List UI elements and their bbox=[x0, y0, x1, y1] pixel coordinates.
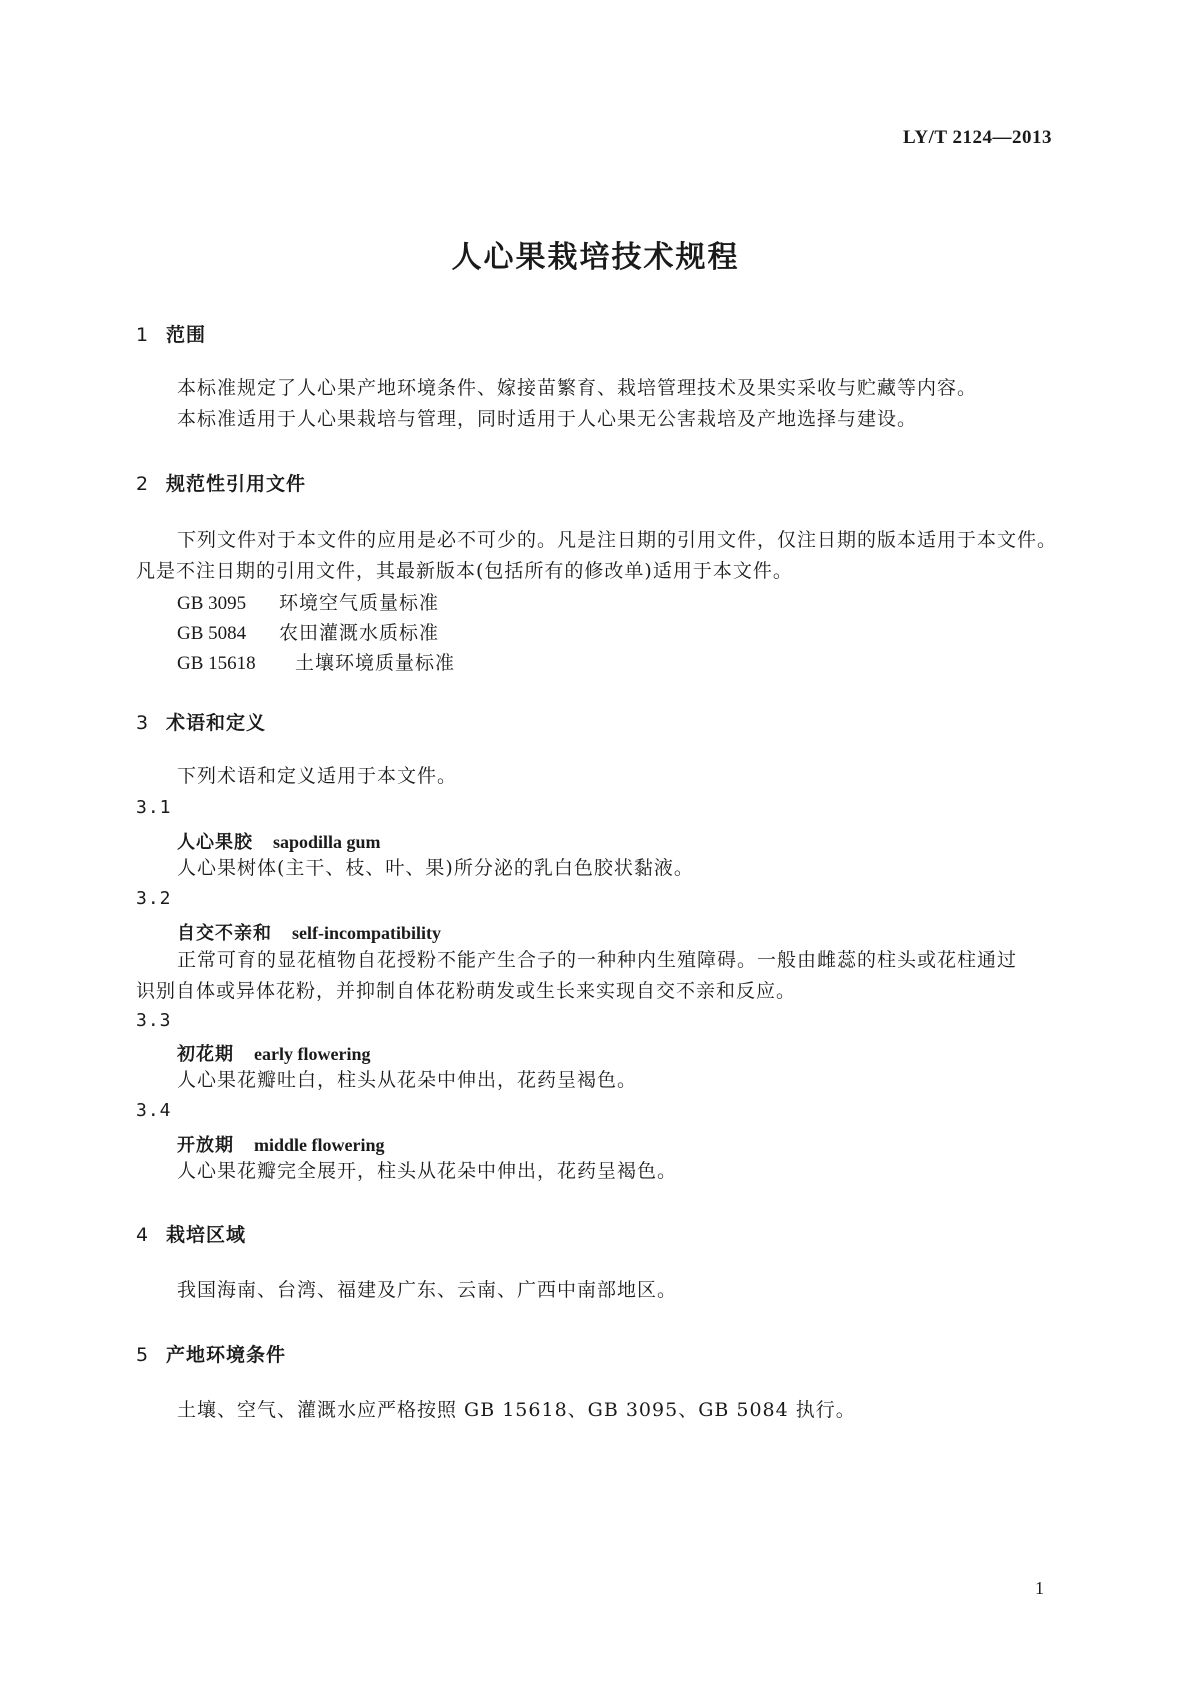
term-entry bbox=[177, 1131, 385, 1157]
term-definition: 人心果花瓣完全展开，柱头从花朵中伸出，花药呈褐色。 bbox=[177, 1160, 678, 1182]
clause-number: 3.2 bbox=[136, 888, 172, 909]
term-english: self-incompatibility bbox=[292, 923, 441, 943]
term-english: middle flowering bbox=[254, 1135, 385, 1155]
reference-item bbox=[177, 648, 455, 675]
section-2-heading bbox=[136, 469, 306, 496]
term-chinese: 自交不亲和 bbox=[177, 923, 272, 944]
document-title: 人心果栽培技术规程 bbox=[451, 240, 740, 275]
reference-code: GB 3095 bbox=[177, 593, 247, 614]
clause-number: 3.4 bbox=[136, 1100, 172, 1121]
reference-name: 土壤环境质量标准 bbox=[295, 652, 456, 674]
paragraph: 下列文件对于本文件的应用是必不可少的。凡是注日期的引用文件，仅注日期的版本适用于本文件。 bbox=[177, 529, 1058, 551]
paragraph: 下列术语和定义适用于本文件。 bbox=[177, 765, 458, 787]
term-chinese: 初花期 bbox=[177, 1044, 234, 1065]
paragraph: 我国海南、台湾、福建及广东、云南、广西中南部地区。 bbox=[177, 1279, 678, 1301]
term-chinese: 人心果胶 bbox=[177, 832, 253, 853]
term-definition: 正常可育的显花植物自花授粉不能产生合子的一种种内生殖障碍。一般由雌蕊的柱头或花柱通过 bbox=[177, 949, 1018, 971]
reference-item bbox=[177, 618, 439, 645]
term-entry bbox=[177, 828, 381, 854]
clause-number: 3.3 bbox=[136, 1010, 172, 1031]
term-chinese: 开放期 bbox=[177, 1135, 234, 1156]
section-number: 4 bbox=[136, 1224, 150, 1246]
paragraph: 土壤、空气、灌溉水应严格按照 GB 15618、GB 3095、GB 5084 执行。 bbox=[177, 1399, 856, 1421]
standard-code: LY/T 2124—2013 bbox=[902, 127, 1052, 148]
term-definition: 人心果花瓣吐白，柱头从花朵中伸出，花药呈褐色。 bbox=[177, 1069, 638, 1091]
section-number: 1 bbox=[136, 324, 150, 346]
section-number: 5 bbox=[136, 1344, 150, 1366]
clause-number: 3.1 bbox=[136, 797, 172, 818]
paragraph: 本标准规定了人心果产地环境条件、嫁接苗繁育、栽培管理技术及果实采收与贮藏等内容。 bbox=[177, 377, 978, 399]
reference-code: GB 5084 bbox=[177, 623, 247, 644]
paragraph-continuation: 凡是不注日期的引用文件，其最新版本(包括所有的修改单)适用于本文件。 bbox=[136, 560, 793, 582]
section-number: 3 bbox=[136, 712, 150, 734]
page-number: 1 bbox=[1035, 1578, 1044, 1598]
reference-name: 农田灌溉水质标准 bbox=[279, 622, 440, 644]
term-definition-continuation: 识别自体或异体花粉，并抑制自体花粉萌发或生长来实现自交不亲和反应。 bbox=[136, 980, 797, 1002]
term-english: early flowering bbox=[254, 1044, 371, 1064]
section-title: 范围 bbox=[166, 324, 207, 346]
section-1-heading bbox=[136, 320, 206, 347]
reference-code: GB 15618 bbox=[177, 653, 256, 674]
section-title: 规范性引用文件 bbox=[166, 473, 307, 495]
term-definition: 人心果树体(主干、枝、叶、果)所分泌的乳白色胶状黏液。 bbox=[177, 857, 694, 879]
term-entry bbox=[177, 919, 441, 945]
term-english: sapodilla gum bbox=[273, 832, 381, 852]
section-5-heading bbox=[136, 1340, 286, 1367]
reference-name: 环境空气质量标准 bbox=[279, 592, 440, 614]
paragraph: 本标准适用于人心果栽培与管理，同时适用于人心果无公害栽培及产地选择与建设。 bbox=[177, 408, 918, 430]
reference-item bbox=[177, 588, 439, 615]
section-4-heading bbox=[136, 1220, 246, 1247]
section-number: 2 bbox=[136, 473, 150, 495]
section-title: 栽培区域 bbox=[166, 1224, 247, 1246]
term-entry bbox=[177, 1040, 370, 1066]
section-3-heading bbox=[136, 708, 266, 735]
section-title: 术语和定义 bbox=[166, 712, 267, 734]
section-title: 产地环境条件 bbox=[166, 1344, 287, 1366]
